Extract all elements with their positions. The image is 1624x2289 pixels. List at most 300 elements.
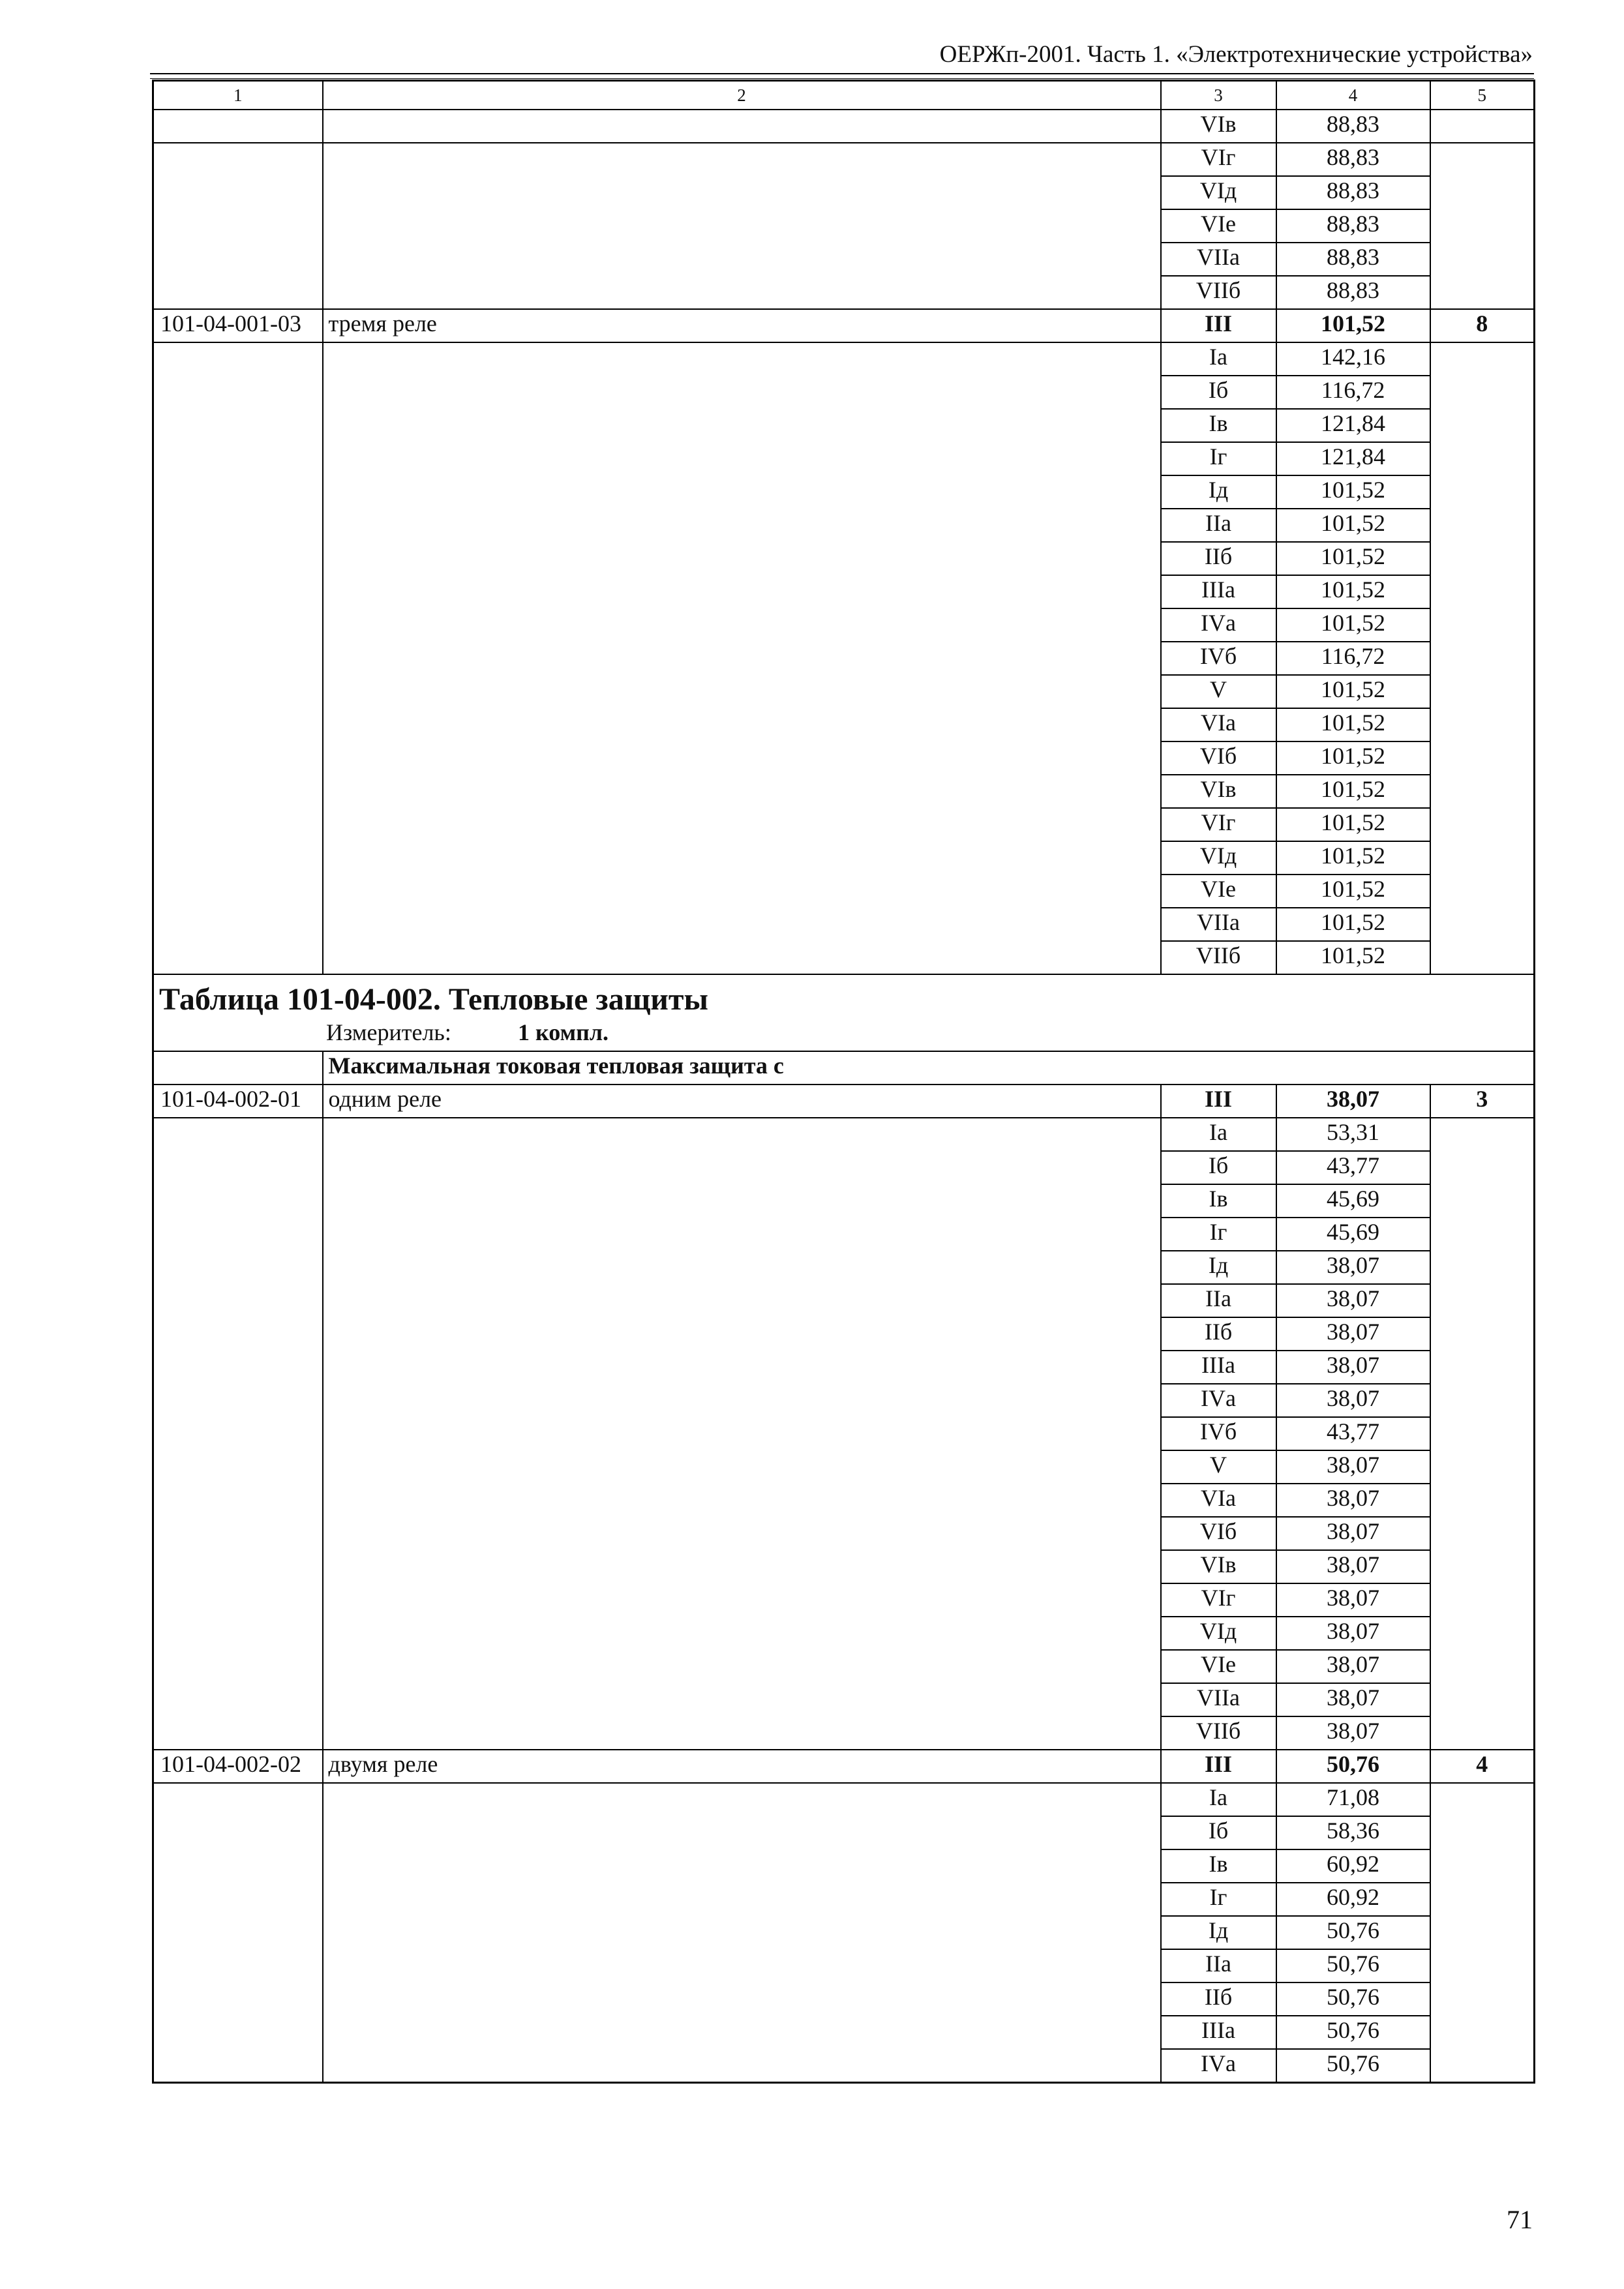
table-row [153, 1450, 1535, 1484]
workers-cell [1430, 509, 1535, 542]
item-code [153, 1417, 323, 1450]
item-name [323, 1384, 1161, 1417]
item-name [323, 1351, 1161, 1384]
zone-cell: VIIа [1161, 243, 1276, 276]
value-cell: 38,07 [1276, 1716, 1430, 1750]
zone-cell: VIг [1161, 143, 1276, 176]
workers-cell [1430, 1550, 1535, 1583]
item-code [153, 1716, 323, 1750]
item-code [153, 1650, 323, 1683]
zone-cell: III [1161, 1750, 1276, 1783]
table-row [153, 1151, 1535, 1184]
workers-cell [1430, 1949, 1535, 1982]
item-name [323, 1151, 1161, 1184]
workers-cell [1430, 775, 1535, 808]
value-cell: 101,52 [1276, 875, 1430, 908]
workers-cell [1430, 675, 1535, 708]
item-code [153, 475, 323, 509]
workers-cell [1430, 1816, 1535, 1849]
value-cell: 50,76 [1276, 1916, 1430, 1949]
zone-cell: V [1161, 675, 1276, 708]
value-cell: 38,07 [1276, 1284, 1430, 1317]
table-row [153, 409, 1535, 442]
zone-cell: III [1161, 309, 1276, 342]
item-code [153, 1816, 323, 1849]
item-code [153, 1450, 323, 1484]
item-code [153, 509, 323, 542]
value-cell: 101,52 [1276, 741, 1430, 775]
table-row [153, 342, 1535, 376]
table-row [153, 908, 1535, 941]
value-cell: 60,92 [1276, 1883, 1430, 1916]
table-row [153, 841, 1535, 875]
zone-cell: VIд [1161, 176, 1276, 209]
item-code [153, 1317, 323, 1351]
table-row [153, 176, 1535, 209]
item-name [323, 841, 1161, 875]
workers-cell [1430, 1151, 1535, 1184]
table-row [153, 575, 1535, 608]
table-row [153, 1184, 1535, 1218]
value-cell: 38,07 [1276, 1251, 1430, 1284]
item-name [323, 2049, 1161, 2083]
zone-cell: IVа [1161, 1384, 1276, 1417]
zone-cell: Iг [1161, 1883, 1276, 1916]
zone-cell: Iб [1161, 1816, 1276, 1849]
column-number: 4 [1276, 81, 1430, 110]
table-row [153, 708, 1535, 741]
unit-value: 1 компл. [518, 1019, 609, 1045]
zone-cell: Iа [1161, 1118, 1276, 1151]
item-name [323, 941, 1161, 974]
zone-cell: Iв [1161, 1184, 1276, 1218]
item-code [153, 1916, 323, 1949]
workers-cell [1430, 243, 1535, 276]
subheading-code [153, 1051, 323, 1085]
workers-cell [1430, 342, 1535, 376]
item-code [153, 1583, 323, 1617]
table-row [153, 1118, 1535, 1151]
zone-cell: VIг [1161, 808, 1276, 841]
item-code [153, 875, 323, 908]
value-cell: 101,52 [1276, 708, 1430, 741]
zone-cell: IIIа [1161, 2016, 1276, 2049]
workers-cell [1430, 209, 1535, 243]
value-cell: 38,07 [1276, 1450, 1430, 1484]
item-code [153, 1251, 323, 1284]
workers-cell [1430, 1417, 1535, 1450]
column-number: 1 [153, 81, 323, 110]
workers-cell [1430, 1883, 1535, 1916]
item-code [153, 841, 323, 875]
item-code: 101-04-001-03 [153, 309, 323, 342]
workers-cell [1430, 542, 1535, 575]
value-cell: 88,83 [1276, 276, 1430, 309]
workers-cell [1430, 941, 1535, 974]
value-cell: 58,36 [1276, 1816, 1430, 1849]
table-row [153, 1750, 1535, 1783]
workers-cell: 3 [1430, 1085, 1535, 1118]
item-code [153, 642, 323, 675]
value-cell: 38,07 [1276, 1085, 1430, 1118]
workers-cell [1430, 808, 1535, 841]
item-name [323, 1783, 1161, 1816]
value-cell: 101,52 [1276, 575, 1430, 608]
workers-cell [1430, 642, 1535, 675]
workers-cell [1430, 1484, 1535, 1517]
value-cell: 38,07 [1276, 1683, 1430, 1716]
item-name [323, 1417, 1161, 1450]
item-code [153, 808, 323, 841]
table-row [153, 1617, 1535, 1650]
item-name [323, 908, 1161, 941]
subheading: Максимальная токовая тепловая защита с [323, 1051, 1535, 1085]
table-row [153, 1683, 1535, 1716]
table-row [153, 875, 1535, 908]
value-cell: 88,83 [1276, 209, 1430, 243]
workers-cell [1430, 442, 1535, 475]
workers-cell [1430, 2049, 1535, 2083]
table-row [153, 542, 1535, 575]
item-name [323, 2016, 1161, 2049]
zone-cell: IVа [1161, 2049, 1276, 2083]
section-header [153, 974, 1535, 1051]
item-code [153, 542, 323, 575]
item-name [323, 741, 1161, 775]
zone-cell: VIв [1161, 775, 1276, 808]
table-row [153, 376, 1535, 409]
item-name [323, 1650, 1161, 1683]
item-name [323, 1118, 1161, 1151]
value-cell: 88,83 [1276, 243, 1430, 276]
item-code [153, 1351, 323, 1384]
value-cell: 142,16 [1276, 342, 1430, 376]
item-name [323, 1617, 1161, 1650]
item-name [323, 1550, 1161, 1583]
table-row [153, 276, 1535, 309]
item-code: 101-04-002-01 [153, 1085, 323, 1118]
value-cell: 121,84 [1276, 442, 1430, 475]
table-row [153, 1085, 1535, 1118]
header-rule-thin [150, 78, 1534, 79]
workers-cell [1430, 1251, 1535, 1284]
table-row [153, 2016, 1535, 2049]
item-code [153, 442, 323, 475]
value-cell: 50,76 [1276, 2049, 1430, 2083]
value-cell: 38,07 [1276, 1317, 1430, 1351]
item-name [323, 808, 1161, 841]
item-code [153, 1883, 323, 1916]
zone-cell: Iд [1161, 475, 1276, 509]
table-row [153, 608, 1535, 642]
value-cell: 50,76 [1276, 1750, 1430, 1783]
zone-cell: VIд [1161, 841, 1276, 875]
zone-cell: IIIа [1161, 575, 1276, 608]
item-code [153, 675, 323, 708]
value-cell: 43,77 [1276, 1417, 1430, 1450]
item-name [323, 243, 1161, 276]
item-code [153, 176, 323, 209]
zone-cell: VIд [1161, 1617, 1276, 1650]
workers-cell [1430, 1517, 1535, 1550]
value-cell: 101,52 [1276, 475, 1430, 509]
item-name [323, 1251, 1161, 1284]
workers-cell [1430, 2016, 1535, 2049]
item-code [153, 1384, 323, 1417]
table-row [153, 1583, 1535, 1617]
table-row [153, 1650, 1535, 1683]
value-cell: 101,52 [1276, 941, 1430, 974]
zone-cell: Iг [1161, 1218, 1276, 1251]
value-cell: 38,07 [1276, 1484, 1430, 1517]
table-row [153, 775, 1535, 808]
table-row [153, 1484, 1535, 1517]
item-code [153, 1783, 323, 1816]
zone-cell: VIе [1161, 875, 1276, 908]
value-cell: 43,77 [1276, 1151, 1430, 1184]
zone-cell: VIIб [1161, 276, 1276, 309]
zone-cell: IIб [1161, 542, 1276, 575]
zone-cell: VIе [1161, 1650, 1276, 1683]
value-cell: 101,52 [1276, 775, 1430, 808]
workers-cell [1430, 1783, 1535, 1816]
item-name [323, 642, 1161, 675]
item-name: двумя реле [323, 1750, 1161, 1783]
item-name [323, 143, 1161, 176]
item-name [323, 442, 1161, 475]
table-row [153, 1550, 1535, 1583]
zone-cell: VIIа [1161, 1683, 1276, 1716]
workers-cell [1430, 1617, 1535, 1650]
item-name [323, 475, 1161, 509]
value-cell: 45,69 [1276, 1184, 1430, 1218]
zone-cell: VIг [1161, 1583, 1276, 1617]
table-row [153, 143, 1535, 176]
item-name [323, 775, 1161, 808]
table-row [153, 1218, 1535, 1251]
value-cell: 53,31 [1276, 1118, 1430, 1151]
table-row [153, 509, 1535, 542]
item-name [323, 376, 1161, 409]
table-row [153, 243, 1535, 276]
item-code [153, 1517, 323, 1550]
table-row [153, 741, 1535, 775]
value-cell: 38,07 [1276, 1650, 1430, 1683]
item-name [323, 542, 1161, 575]
workers-cell [1430, 1118, 1535, 1151]
table-row [153, 1384, 1535, 1417]
item-name [323, 1716, 1161, 1750]
workers-cell [1430, 143, 1535, 176]
zone-cell: IVб [1161, 642, 1276, 675]
value-cell: 101,52 [1276, 841, 1430, 875]
zone-cell: VIв [1161, 110, 1276, 143]
item-code [153, 276, 323, 309]
column-number: 2 [323, 81, 1161, 110]
workers-cell: 4 [1430, 1750, 1535, 1783]
value-cell: 101,52 [1276, 908, 1430, 941]
item-name [323, 1317, 1161, 1351]
zone-cell: Iа [1161, 1783, 1276, 1816]
zone-cell: VIе [1161, 209, 1276, 243]
workers-cell [1430, 276, 1535, 309]
zone-cell: IIб [1161, 1982, 1276, 2016]
item-name [323, 1982, 1161, 2016]
table-row [153, 1883, 1535, 1916]
table-row [153, 675, 1535, 708]
workers-cell [1430, 475, 1535, 509]
zone-cell: IIб [1161, 1317, 1276, 1351]
value-cell: 38,07 [1276, 1384, 1430, 1417]
item-name [323, 110, 1161, 143]
item-name [323, 209, 1161, 243]
workers-cell [1430, 608, 1535, 642]
workers-cell [1430, 708, 1535, 741]
item-name [323, 708, 1161, 741]
value-cell: 88,83 [1276, 176, 1430, 209]
workers-cell [1430, 875, 1535, 908]
item-code [153, 2016, 323, 2049]
value-cell: 38,07 [1276, 1617, 1430, 1650]
header-rule [150, 73, 1534, 74]
workers-cell [1430, 1982, 1535, 2016]
workers-cell [1430, 1849, 1535, 1883]
table-row [153, 1916, 1535, 1949]
workers-cell [1430, 1683, 1535, 1716]
zone-cell: Iа [1161, 342, 1276, 376]
value-cell: 38,07 [1276, 1351, 1430, 1384]
item-name [323, 1284, 1161, 1317]
item-code [153, 209, 323, 243]
column-number: 3 [1161, 81, 1276, 110]
item-code [153, 2049, 323, 2083]
table-row [153, 941, 1535, 974]
item-code [153, 1118, 323, 1151]
value-cell: 45,69 [1276, 1218, 1430, 1251]
zone-cell: VIб [1161, 1517, 1276, 1550]
table-row [153, 1417, 1535, 1450]
workers-cell: 8 [1430, 309, 1535, 342]
table-row [153, 442, 1535, 475]
item-name [323, 176, 1161, 209]
item-code [153, 1849, 323, 1883]
item-code [153, 342, 323, 376]
value-cell: 101,52 [1276, 542, 1430, 575]
zone-cell: VIIа [1161, 908, 1276, 941]
table-row [153, 209, 1535, 243]
zone-cell: VIIб [1161, 1716, 1276, 1750]
item-code [153, 1284, 323, 1317]
item-code [153, 708, 323, 741]
value-cell: 116,72 [1276, 642, 1430, 675]
value-cell: 88,83 [1276, 143, 1430, 176]
zone-cell: IVа [1161, 608, 1276, 642]
workers-cell [1430, 1317, 1535, 1351]
item-name: тремя реле [323, 309, 1161, 342]
table-row [153, 1816, 1535, 1849]
item-code [153, 110, 323, 143]
item-code [153, 1550, 323, 1583]
item-name [323, 608, 1161, 642]
workers-cell [1430, 575, 1535, 608]
item-code [153, 1683, 323, 1716]
table-row [153, 642, 1535, 675]
item-name [323, 509, 1161, 542]
value-cell: 88,83 [1276, 110, 1430, 143]
item-code [153, 1151, 323, 1184]
table-row [153, 1783, 1535, 1816]
item-code [153, 409, 323, 442]
item-code [153, 1949, 323, 1982]
zone-cell: IIа [1161, 1284, 1276, 1317]
table-row [153, 309, 1535, 342]
item-code [153, 1617, 323, 1650]
value-cell: 101,52 [1276, 309, 1430, 342]
workers-cell [1430, 110, 1535, 143]
table-row [153, 475, 1535, 509]
item-code [153, 908, 323, 941]
value-cell: 50,76 [1276, 1982, 1430, 2016]
workers-cell [1430, 1218, 1535, 1251]
value-cell: 71,08 [1276, 1783, 1430, 1816]
workers-cell [1430, 1716, 1535, 1750]
value-cell: 50,76 [1276, 1949, 1430, 1982]
page-number: 71 [1507, 2205, 1533, 2234]
item-name [323, 1916, 1161, 1949]
value-cell: 101,52 [1276, 808, 1430, 841]
workers-cell [1430, 908, 1535, 941]
item-code [153, 775, 323, 808]
table-row [153, 1849, 1535, 1883]
item-name [323, 409, 1161, 442]
table-row [153, 1317, 1535, 1351]
item-name [323, 1517, 1161, 1550]
section-header-row [153, 974, 1535, 1051]
item-name: одним реле [323, 1085, 1161, 1118]
zone-cell: Iб [1161, 376, 1276, 409]
item-name [323, 1949, 1161, 1982]
value-cell: 116,72 [1276, 376, 1430, 409]
zone-cell: V [1161, 1450, 1276, 1484]
table-row [153, 1251, 1535, 1284]
item-name [323, 1484, 1161, 1517]
item-name [323, 675, 1161, 708]
column-number-row [153, 81, 1535, 110]
zone-cell: IIа [1161, 1949, 1276, 1982]
item-code [153, 941, 323, 974]
workers-cell [1430, 1184, 1535, 1218]
value-cell: 38,07 [1276, 1583, 1430, 1617]
item-name [323, 1849, 1161, 1883]
workers-cell [1430, 841, 1535, 875]
zone-cell: IVб [1161, 1417, 1276, 1450]
unit-line [154, 1018, 1533, 1051]
value-cell: 121,84 [1276, 409, 1430, 442]
table-row [153, 1517, 1535, 1550]
item-code [153, 143, 323, 176]
rates-table [152, 80, 1535, 2084]
zone-cell: III [1161, 1085, 1276, 1118]
item-code [153, 575, 323, 608]
value-cell: 50,76 [1276, 2016, 1430, 2049]
item-code [153, 376, 323, 409]
workers-cell [1430, 376, 1535, 409]
zone-cell: VIв [1161, 1550, 1276, 1583]
item-name [323, 875, 1161, 908]
item-code [153, 741, 323, 775]
item-code [153, 1184, 323, 1218]
zone-cell: VIIб [1161, 941, 1276, 974]
